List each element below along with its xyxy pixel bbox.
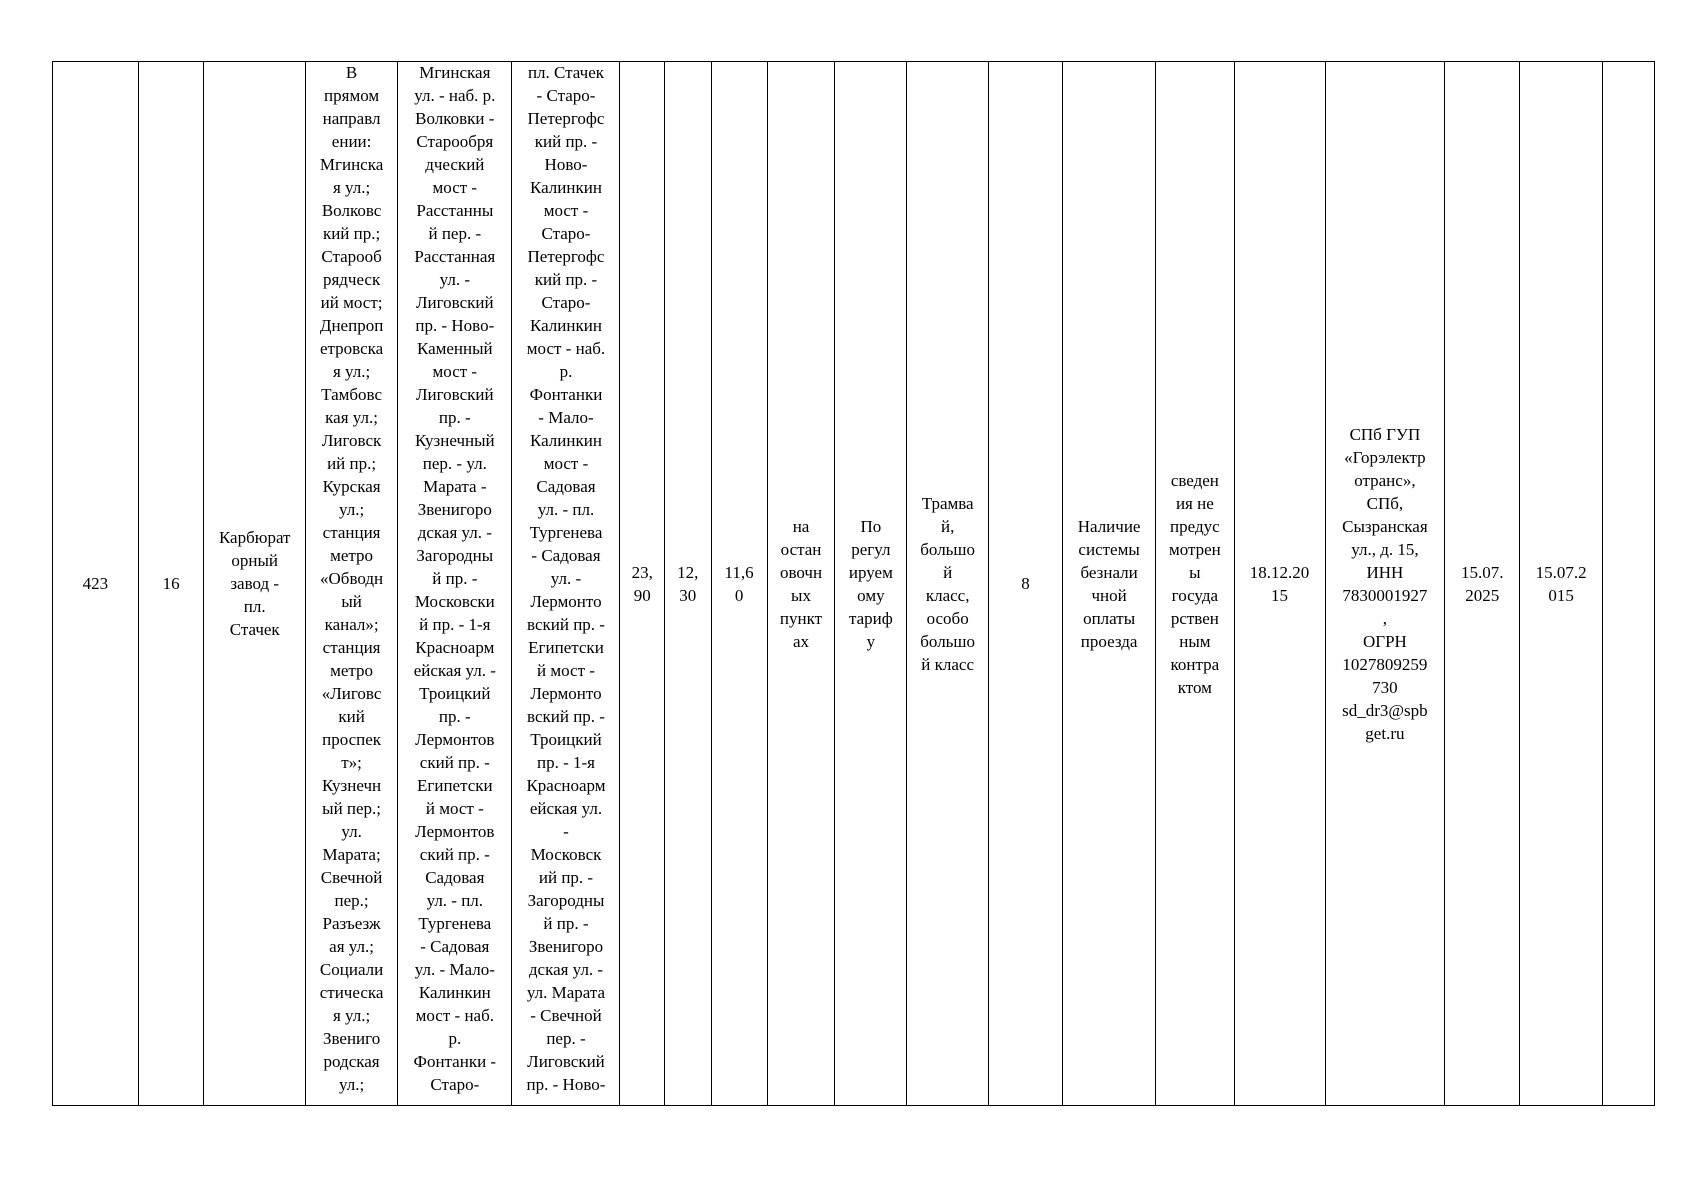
date-2-cell: 15.07. 2025 (1445, 62, 1520, 1106)
streets-backward-text: пл. Стачек - Старо- Петергофс кий пр. - Ново- Калинкин мост - Старо- Петергофс кий пр. - Старо- Калинкин мост - наб. р. Фонтанки - Мало- Калинкин мост - Садовая ул. - пл. Тургенева - Садовая ул. - Лермонто вский пр. - Египетски й мост - Лермонто вский пр. - Троицкий пр. - 1-я Красноарм ейская ул. - Московск ий пр. - Загородны й пр. - Звенигоро дская ул. - ул. Марата - Свечной пер. - Лиговский пр. - Ново- (526, 63, 606, 1094)
length-backward-cell: 11,6 0 (711, 62, 767, 1106)
route-name-cell: Карбюрат орный завод - пл. Стачек (204, 62, 306, 1106)
tariff-type-cell: По регул ируем ому тариф у (835, 62, 907, 1106)
route-number-cell: 16 (138, 62, 204, 1106)
intermediate-stops-cell (306, 62, 398, 1106)
reg-number-cell: 423 (53, 62, 139, 1106)
length-forward-cell: 12, 30 (664, 62, 711, 1106)
streets-backward-cell (512, 62, 620, 1106)
length-total-cell: 23, 90 (620, 62, 664, 1106)
contract-info-cell: сведен ия не предус мотрен ы госуда рствен ным контра ктом (1156, 62, 1234, 1106)
streets-forward-text: Мгинская ул. - наб. р. Волковки - Старообря дческий мост - Расстанны й пер. - Расстанная ул. - Лиговский пр. - Ново- Каменный мост - Лиговский пр. - Кузнечный пер. - ул. Марата - Звенигоро дская ул. - Загородны й пр. - Московски й пр. - 1-я Красноарм ейская ул. - Троицкий пр. - Лермонтов ский пр. - Египетски й мост - Лермонтов ский пр. - Садовая ул. - пл. Тургенева - Садовая ул. - Мало- Калинкин мост - наб. р. Фонтанки - Старо- (413, 63, 497, 1094)
vehicle-characteristics-cell: Наличие системы безнали чной оплаты проезда (1063, 62, 1156, 1106)
table-row (53, 62, 1655, 1106)
route-registry-table (52, 61, 1655, 1106)
vehicle-count-cell: 8 (988, 62, 1062, 1106)
vehicle-type-class-cell: Трамва й, большо й класс, особо большо й класс (907, 62, 989, 1106)
carrier-cell: СПб ГУП «Горэлектр отранс», СПб, Сызранская ул., д. 15, ИНН 7830001927 , ОГРН 1027809259 730 sd_dr3@spb get.ru (1325, 62, 1445, 1106)
streets-forward-cell (398, 62, 512, 1106)
start-date-cell: 18.12.20 15 (1234, 62, 1325, 1106)
boarding-procedure-cell: на остан овочн ых пункт ах (767, 62, 835, 1106)
notes-cell (1602, 62, 1654, 1106)
date-3-cell: 15.07.2 015 (1520, 62, 1603, 1106)
intermediate-stops-text: В прямом направл ении: Мгинска я ул.; Волковс кий пр.; Старооб рядческ ий мост; Днепроп етровска я ул.; Тамбовс кая ул.; Лиговск ий пр.; Курская ул.; станция метро «Обводн ый канал»; станция метро «Лиговс кий проспек т»; Кузнечн ый пер.; ул. Марата; Свечной пер.; Разъезж ая ул.; Социали стическа я ул.; Звениго родская ул.; (319, 63, 384, 1094)
